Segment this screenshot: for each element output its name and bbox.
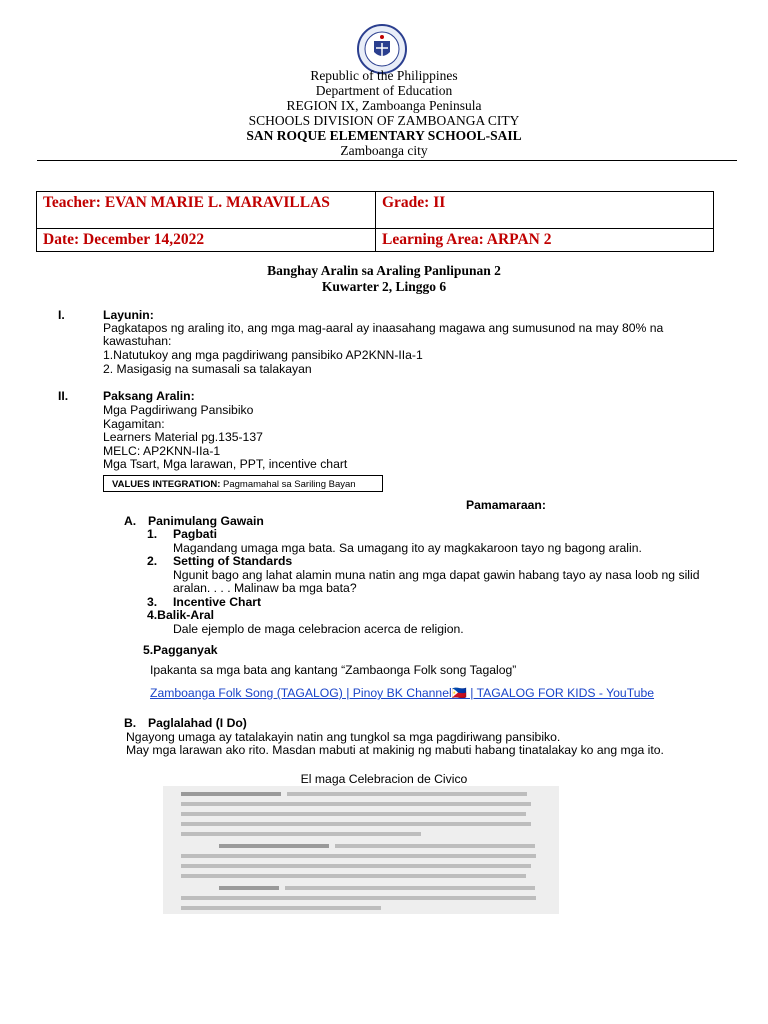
item-2-text: Ngunit bago ang lahat alamin muna natin ang mga dapat gawin habang tayo ay nasa loob ng silid bbox=[173, 568, 700, 582]
celebration-text-image bbox=[163, 786, 559, 914]
teacher-cell: Teacher: EVAN MARIE L. MARAVILLAS bbox=[37, 192, 376, 229]
deped-seal-logo bbox=[357, 24, 407, 74]
item-4-heading: 4.Balik-Aral bbox=[147, 608, 215, 622]
values-integration-box bbox=[103, 475, 383, 492]
materials-list: Mga Tsart, Mga larawan, PPT, incentive chart bbox=[103, 457, 348, 471]
header-division: SCHOOLS DIVISION OF ZAMBOANGA CITY bbox=[248, 113, 520, 128]
header-region: REGION IX, Zamboanga Peninsula bbox=[286, 98, 482, 113]
part-a-label: A. bbox=[124, 514, 137, 528]
header-school: SAN ROQUE ELEMENTARY SCHOOL-SAIL bbox=[246, 128, 522, 143]
section-1-text: kawastuhan: bbox=[103, 334, 172, 348]
item-5-text: Ipakanta sa mga bata ang kantang “Zambaonga Folk song Tagalog” bbox=[150, 663, 517, 677]
header-republic: Republic of the Philippines bbox=[310, 68, 458, 83]
item-1-number: 1. bbox=[147, 527, 158, 541]
section-1-number: I. bbox=[58, 308, 65, 322]
section-1-text: Pagkatapos ng araling ito, ang mga mag-aaral ay inaasahang magawa ang sumusunod na may 80% na bbox=[103, 321, 664, 335]
part-a-heading: Panimulang Gawain bbox=[148, 514, 264, 528]
lesson-info-table bbox=[36, 191, 714, 252]
part-b-text: Ngayong umaga ay tatalakayin natin ang tungkol sa mga pagdiriwang pansibiko. bbox=[126, 730, 561, 744]
learning-area-cell: Learning Area: ARPAN 2 bbox=[376, 229, 714, 252]
values-label: VALUES INTEGRATION: bbox=[112, 479, 221, 490]
header-divider bbox=[37, 160, 737, 161]
topic: Mga Pagdiriwang Pansibiko bbox=[103, 403, 254, 417]
item-5-heading: 5.Pagganyak bbox=[143, 643, 218, 657]
date-cell: Date: December 14,2022 bbox=[37, 229, 376, 252]
youtube-link[interactable]: Zamboanga Folk Song (TAGALOG) | Pinoy BK Channel🇵🇭 | TAGALOG FOR KIDS - YouTube bbox=[150, 686, 655, 700]
lesson-title: Banghay Aralin sa Araling Panlipunan 2 bbox=[267, 263, 501, 278]
item-4-text: Dale ejemplo de maga celebracion acerca de religion. bbox=[173, 622, 464, 636]
image-caption: El maga Celebracion de Civico bbox=[300, 772, 468, 786]
grade-cell: Grade: II bbox=[376, 192, 714, 229]
procedure-heading: Pamamaraan: bbox=[466, 498, 546, 512]
lesson-quarter: Kuwarter 2, Linggo 6 bbox=[321, 279, 447, 294]
header-department: Department of Education bbox=[315, 83, 453, 98]
item-2-heading: Setting of Standards bbox=[173, 554, 293, 568]
values-text: Pagmamahal sa Sariling Bayan bbox=[220, 479, 356, 490]
item-3-number: 3. bbox=[147, 595, 158, 609]
header-city: Zamboanga city bbox=[340, 143, 428, 158]
materials-label: Kagamitan: bbox=[103, 417, 165, 431]
item-1-heading: Pagbati bbox=[173, 527, 218, 541]
part-b-heading: Paglalahad (I Do) bbox=[148, 716, 247, 730]
section-2-heading: Paksang Aralin: bbox=[103, 389, 195, 403]
materials-reference: Learners Material pg.135-137 bbox=[103, 430, 263, 444]
section-1-heading: Layunin: bbox=[103, 308, 154, 322]
melc-code: MELC: AP2KNN-IIa-1 bbox=[103, 444, 221, 458]
part-b-text: May mga larawan ako rito. Masdan mabuti at makinig ng mabuti habang tinatalakay ko ang mga ito. bbox=[126, 743, 664, 757]
section-2-number: II. bbox=[58, 389, 69, 403]
item-2-text: aralan. . . . Malinaw ba mga bata? bbox=[173, 581, 357, 595]
objective-2: 2. Masigasig na sumasali sa talakayan bbox=[103, 362, 312, 376]
item-3-heading: Incentive Chart bbox=[173, 595, 262, 609]
objective-1: 1.Natutukoy ang mga pagdiriwang pansibiko AP2KNN-IIa-1 bbox=[103, 348, 423, 362]
item-1-text: Magandang umaga mga bata. Sa umagang ito ay magkakaroon tayo ng bagong aralin. bbox=[173, 541, 642, 555]
part-b-label: B. bbox=[124, 716, 137, 730]
item-2-number: 2. bbox=[147, 554, 158, 568]
